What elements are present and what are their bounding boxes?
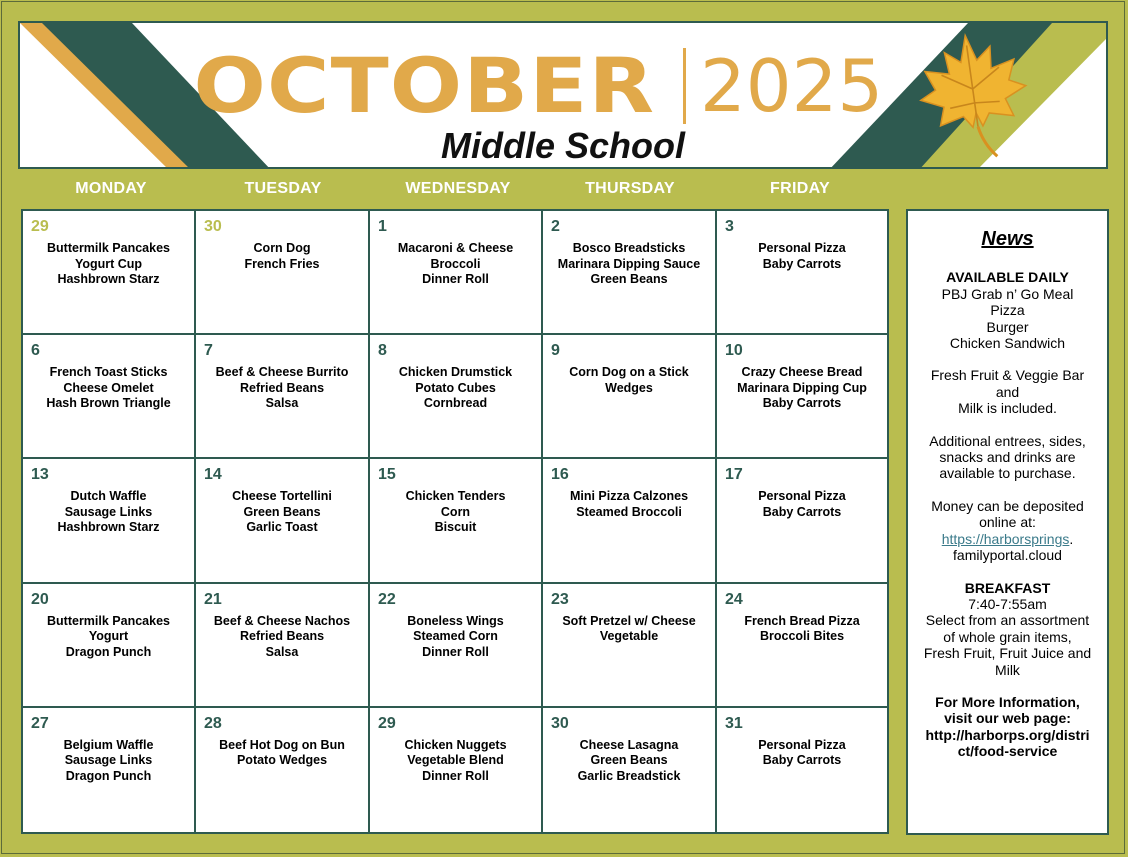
calendar-day-cell: [196, 211, 370, 335]
calendar-day-cell: [370, 211, 543, 335]
breakfast-heading: BREAKFAST: [964, 579, 1051, 596]
menu-item: Buttermilk Pancakes: [47, 613, 170, 628]
day-header-monday: MONDAY: [75, 180, 147, 197]
calendar-day-cell: [717, 708, 887, 832]
date-number: 30: [551, 714, 569, 732]
calendar-day-cell: [23, 211, 196, 335]
breakfast-line: 7:40-7:55am: [968, 595, 1047, 612]
breakfast-line: Select from an assortment: [925, 612, 1090, 629]
menu-items: [23, 241, 194, 288]
day-header-friday: FRIDAY: [770, 180, 830, 197]
money-line: online at:: [979, 514, 1036, 531]
menu-item: Broccoli: [430, 256, 481, 271]
link-period: .: [1069, 530, 1074, 547]
menu-item: French Bread Pizza: [744, 613, 860, 628]
family-portal-link-cont[interactable]: familyportal.cloud: [953, 547, 1062, 564]
date-number: 27: [31, 714, 49, 732]
family-portal-link[interactable]: https://harborsprings: [941, 530, 1070, 547]
menu-item: Green Beans: [243, 504, 321, 519]
money-line: Money can be deposited: [931, 497, 1084, 514]
daily-item: Pizza: [990, 302, 1025, 319]
menu-item: Corn Dog on a Stick: [569, 365, 689, 380]
date-number: 13: [31, 466, 49, 484]
header-banner: [18, 21, 1108, 169]
date-number: 3: [725, 218, 734, 235]
calendar-day-cell: [370, 335, 543, 459]
menu-items: [543, 614, 715, 645]
calendar-grid: [21, 209, 889, 834]
menu-items: [23, 489, 194, 536]
title-divider: [683, 48, 686, 124]
menu-item: Salsa: [265, 396, 299, 411]
menu-item: Personal Pizza: [758, 489, 846, 504]
date-number: 7: [204, 342, 213, 360]
menu-items: [196, 241, 368, 272]
menu-item: Personal Pizza: [758, 737, 846, 752]
fruit-bar-line: Fresh Fruit & Veggie Bar: [930, 367, 1085, 384]
menu-item: Hashbrown Starz: [57, 272, 160, 286]
menu-item: Personal Pizza: [758, 241, 846, 255]
menu-items: [543, 489, 715, 520]
menu-items: [370, 489, 541, 536]
breakfast-line: Milk: [995, 661, 1020, 678]
menu-item: Salsa: [265, 644, 299, 659]
daily-item: Chicken Sandwich: [949, 335, 1066, 352]
menu-item: Potato Wedges: [236, 753, 328, 768]
menu-items: [196, 365, 368, 412]
calendar-day-cell: [196, 459, 370, 583]
menu-item: Green Beans: [590, 753, 668, 768]
menu-items: [370, 365, 541, 412]
day-header-thursday: THURSDAY: [585, 180, 675, 197]
menu-item: Dragon Punch: [65, 768, 152, 783]
calendar-day-cell: [543, 335, 717, 459]
calendar-day-cell: [23, 708, 196, 832]
date-number: 20: [31, 590, 49, 608]
menu-items: [196, 614, 368, 661]
menu-item: Dinner Roll: [422, 644, 489, 659]
calendar-day-cell: [370, 584, 543, 708]
date-number: 8: [378, 342, 387, 360]
menu-items: [717, 489, 887, 520]
menu-item: Vegetable Blend: [407, 753, 504, 768]
news-title: News: [981, 228, 1034, 250]
year-title: 2025: [699, 44, 884, 128]
menu-item: Refried Beans: [239, 380, 325, 395]
menu-item: Baby Carrots: [762, 504, 842, 519]
calendar-day-cell: [370, 708, 543, 832]
news-panel: [906, 209, 1109, 835]
menu-item: Beef Hot Dog on Bun: [219, 737, 345, 752]
menu-item: Hash Brown Triangle: [46, 396, 171, 411]
additional-line: available to purchase.: [939, 465, 1076, 482]
calendar-day-cell: [196, 584, 370, 708]
menu-item: Corn: [440, 504, 471, 519]
menu-items: [543, 365, 715, 396]
menu-item: Cheese Lasagna: [579, 737, 679, 752]
menu-item: Belgium Waffle: [63, 737, 154, 752]
date-number: 9: [551, 342, 560, 360]
family-portal-link-row: [912, 531, 1103, 547]
menu-item: Corn Dog: [253, 241, 311, 255]
maple-leaf-icon: [918, 31, 1028, 165]
menu-item: Steamed Broccoli: [576, 504, 682, 519]
menu-item: Beef & Cheese Burrito: [215, 365, 349, 380]
menu-item: Biscuit: [434, 520, 477, 535]
calendar-day-cell: [543, 708, 717, 832]
menu-items: [23, 738, 194, 785]
menu-item: Broccoli Bites: [759, 629, 845, 644]
menu-item: Chicken Nuggets: [404, 737, 507, 752]
date-number: 1: [378, 218, 387, 235]
date-number: 10: [725, 342, 743, 360]
info-line: visit our web page:: [944, 710, 1071, 727]
menu-items: [717, 738, 887, 769]
info-line: For More Information,: [935, 693, 1080, 710]
date-number: 6: [31, 342, 40, 360]
date-number: 29: [31, 218, 49, 235]
menu-items: [196, 489, 368, 536]
menu-item: Chicken Drumstick: [398, 365, 513, 380]
menu-item: Garlic Toast: [246, 520, 318, 535]
menu-item: Refried Beans: [239, 629, 325, 644]
fruit-bar-line: and: [995, 383, 1020, 400]
menu-item: Chicken Tenders: [405, 489, 506, 504]
date-number: 16: [551, 466, 569, 484]
date-number: 21: [204, 590, 222, 608]
available-daily-heading: AVAILABLE DAILY: [946, 269, 1069, 286]
month-title: OCTOBER: [193, 41, 655, 130]
menu-item: Buttermilk Pancakes: [47, 241, 170, 255]
date-number: 17: [725, 466, 743, 484]
calendar-day-cell: [717, 211, 887, 335]
menu-item: Potato Cubes: [415, 380, 496, 395]
menu-item: Marinara Dipping Sauce: [557, 256, 701, 271]
menu-item: Macaroni & Cheese: [397, 241, 514, 255]
breakfast-line: of whole grain items,: [943, 628, 1072, 645]
menu-items: [370, 738, 541, 785]
menu-item: Hashbrown Starz: [57, 520, 160, 535]
menu-items: [543, 241, 715, 288]
menu-item: Mini Pizza Calzones: [569, 489, 689, 504]
menu-item: Marinara Dipping Cup: [737, 380, 867, 395]
menu-items: [717, 241, 887, 272]
date-number: 15: [378, 466, 396, 484]
date-number: 23: [551, 590, 569, 608]
menu-items: [543, 738, 715, 785]
menu-item: Dinner Roll: [422, 768, 489, 783]
menu-items: [196, 738, 368, 769]
menu-item: Baby Carrots: [762, 753, 842, 768]
date-number: 22: [378, 590, 396, 608]
menu-item: Baby Carrots: [762, 256, 842, 271]
calendar-day-cell: [23, 584, 196, 708]
daily-item: PBJ Grab n’ Go Meal: [941, 285, 1074, 302]
additional-line: snacks and drinks are: [939, 449, 1076, 466]
date-number: 29: [378, 714, 396, 732]
menu-item: Green Beans: [590, 272, 668, 286]
day-header-wednesday: WEDNESDAY: [405, 180, 511, 197]
menu-item: Sausage Links: [64, 504, 153, 519]
menu-item: Yogurt: [88, 629, 129, 644]
day-header-tuesday: TUESDAY: [244, 180, 322, 197]
menu-items: [717, 365, 887, 412]
menu-item: Dragon Punch: [65, 644, 152, 659]
calendar-day-cell: [370, 459, 543, 583]
menu-item: Wedges: [605, 380, 653, 395]
menu-item: Yogurt Cup: [74, 256, 143, 271]
menu-item: Crazy Cheese Bread: [741, 365, 863, 380]
fruit-bar-line: Milk is included.: [958, 400, 1057, 417]
menu-item: Soft Pretzel w/ Cheese: [562, 613, 696, 628]
menu-item: French Fries: [244, 256, 320, 271]
date-number: 28: [204, 714, 222, 732]
menu-item: French Toast Sticks: [49, 365, 168, 380]
menu-item: Vegetable: [599, 629, 659, 644]
menu-item: Baby Carrots: [762, 396, 842, 411]
menu-item: Cheese Omelet: [63, 380, 154, 395]
menu-items: [370, 241, 541, 288]
calendar-day-cell: [543, 584, 717, 708]
calendar-day-cell: [717, 459, 887, 583]
menu-item: Sausage Links: [64, 753, 153, 768]
menu-items: [717, 614, 887, 645]
menu-item: Dutch Waffle: [70, 489, 147, 504]
calendar-day-cell: [717, 584, 887, 708]
calendar-day-cell: [23, 335, 196, 459]
menu-item: Steamed Corn: [413, 629, 498, 644]
calendar-day-cell: [196, 335, 370, 459]
date-number: 24: [725, 590, 743, 608]
date-number: 2: [551, 218, 560, 235]
website-url[interactable]: http://harborps.org/distri: [925, 726, 1090, 743]
menu-items: [370, 614, 541, 661]
daily-item: Burger: [986, 318, 1029, 335]
calendar-day-cell: [543, 459, 717, 583]
menu-item: Cheese Tortellini: [232, 489, 332, 504]
website-url-cont[interactable]: ct/food-service: [957, 743, 1058, 760]
menu-item: Bosco Breadsticks: [572, 241, 686, 255]
breakfast-line: Fresh Fruit, Fruit Juice and: [923, 645, 1092, 662]
date-number: 31: [725, 714, 743, 732]
school-level-title: Middle School: [440, 125, 685, 166]
calendar-day-cell: [196, 708, 370, 832]
menu-item: Garlic Breadstick: [577, 768, 681, 783]
menu-items: [23, 614, 194, 661]
menu-item: Cornbread: [423, 396, 488, 411]
date-number: 14: [204, 466, 222, 484]
menu-item: Beef & Cheese Nachos: [213, 613, 351, 628]
calendar-day-cell: [543, 211, 717, 335]
menu-items: [23, 365, 194, 412]
additional-line: Additional entrees, sides,: [929, 432, 1086, 449]
menu-item: Boneless Wings: [407, 613, 504, 628]
menu-item: Dinner Roll: [422, 272, 489, 286]
calendar-day-cell: [717, 335, 887, 459]
calendar-day-cell: [23, 459, 196, 583]
date-number: 30: [204, 218, 222, 235]
